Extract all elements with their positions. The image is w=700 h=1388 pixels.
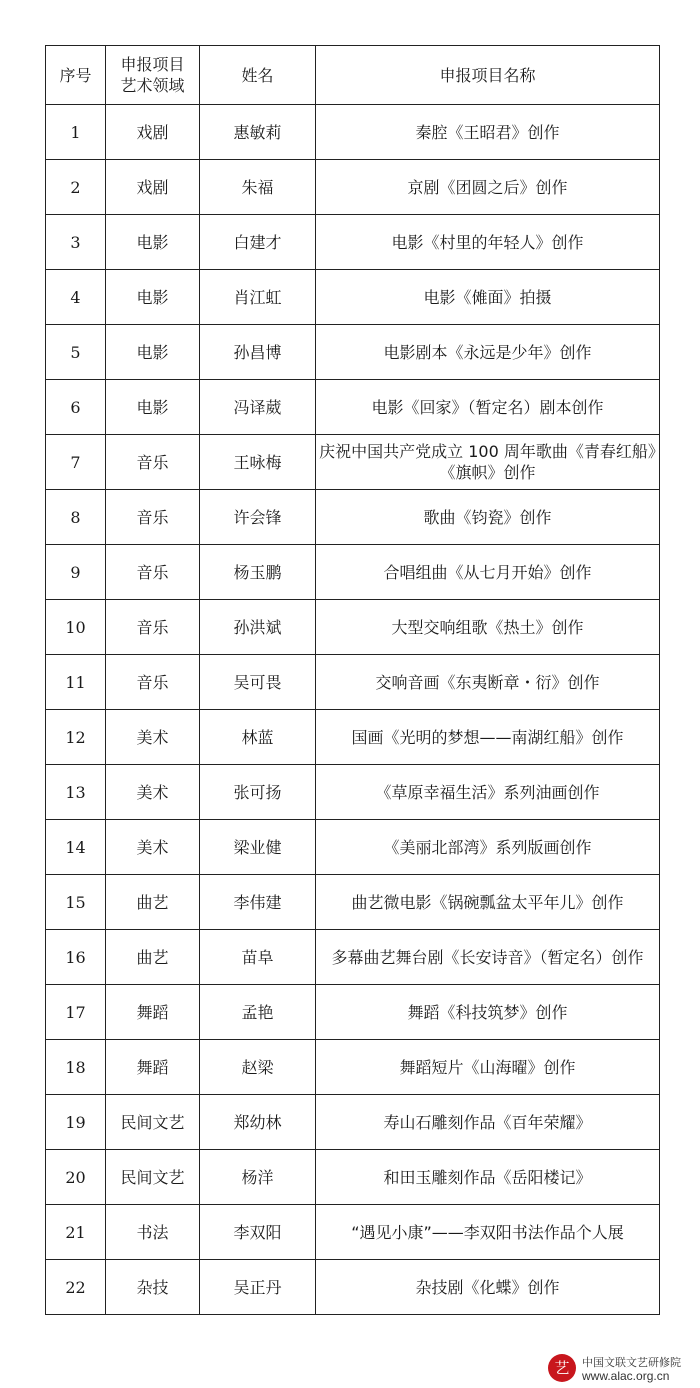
cell-index: 9 [46, 545, 106, 600]
cell-index: 17 [46, 985, 106, 1040]
cell-field: 电影 [106, 270, 200, 325]
header-field-line1: 申报项目 [120, 55, 185, 74]
cell-name: 王咏梅 [200, 435, 316, 490]
cell-index: 12 [46, 710, 106, 765]
cell-project: 寿山石雕刻作品《百年荣耀》 [316, 1095, 660, 1150]
header-index: 序号 [46, 46, 106, 105]
cell-field: 杂技 [106, 1260, 200, 1315]
cell-index: 16 [46, 930, 106, 985]
cell-index: 8 [46, 490, 106, 545]
cell-name: 冯译葳 [200, 380, 316, 435]
cell-field: 电影 [106, 325, 200, 380]
cell-field: 民间文艺 [106, 1150, 200, 1205]
cell-name: 梁业健 [200, 820, 316, 875]
cell-index: 22 [46, 1260, 106, 1315]
cell-name: 苗阜 [200, 930, 316, 985]
cell-name: 肖江虹 [200, 270, 316, 325]
cell-field: 美术 [106, 710, 200, 765]
watermark [548, 1352, 698, 1386]
org-url: www.alac.org.cn [582, 1369, 670, 1383]
cell-project: 《草原幸福生活》系列油画创作 [316, 765, 660, 820]
cell-project: 和田玉雕刻作品《岳阳楼记》 [316, 1150, 660, 1205]
cell-index: 5 [46, 325, 106, 380]
cell-name: 李伟建 [200, 875, 316, 930]
cell-index: 20 [46, 1150, 106, 1205]
table-row [46, 490, 660, 545]
cell-index: 11 [46, 655, 106, 710]
table-row [46, 435, 660, 490]
cell-field: 戏剧 [106, 160, 200, 215]
cell-index: 21 [46, 1205, 106, 1260]
cell-index: 3 [46, 215, 106, 270]
table-row [46, 325, 660, 380]
table-row [46, 1150, 660, 1205]
cell-field: 美术 [106, 820, 200, 875]
cell-index: 4 [46, 270, 106, 325]
cell-project: 杂技剧《化蝶》创作 [316, 1260, 660, 1315]
cell-field: 电影 [106, 380, 200, 435]
cell-project: 合唱组曲《从七月开始》创作 [316, 545, 660, 600]
cell-project: 国画《光明的梦想——南湖红船》创作 [316, 710, 660, 765]
cell-project: 庆祝中国共产党成立 100 周年歌曲《青春红船》《旗帜》创作 [316, 435, 660, 490]
cell-name: 李双阳 [200, 1205, 316, 1260]
cell-name: 孙昌博 [200, 325, 316, 380]
cell-project: 电影《傩面》拍摄 [316, 270, 660, 325]
cell-name: 杨玉鹏 [200, 545, 316, 600]
cell-project: 舞蹈《科技筑梦》创作 [316, 985, 660, 1040]
cell-name: 林蓝 [200, 710, 316, 765]
cell-project: 交响音画《东夷断章・衍》创作 [316, 655, 660, 710]
cell-index: 13 [46, 765, 106, 820]
cell-field: 舞蹈 [106, 985, 200, 1040]
cell-field: 音乐 [106, 600, 200, 655]
org-logo-icon: 艺 [548, 1354, 576, 1382]
cell-field: 美术 [106, 765, 200, 820]
cell-field: 民间文艺 [106, 1095, 200, 1150]
cell-field: 舞蹈 [106, 1040, 200, 1095]
table-row [46, 215, 660, 270]
table-row [46, 875, 660, 930]
cell-name: 吴正丹 [200, 1260, 316, 1315]
table-row [46, 655, 660, 710]
cell-field: 音乐 [106, 435, 200, 490]
cell-field: 曲艺 [106, 875, 200, 930]
cell-name: 赵梁 [200, 1040, 316, 1095]
org-name: 中国文联文艺研修院 [582, 1356, 681, 1369]
header-field-line2: 艺术领域 [120, 76, 185, 95]
table-row [46, 1205, 660, 1260]
cell-project: 电影剧本《永远是少年》创作 [316, 325, 660, 380]
cell-name: 吴可畏 [200, 655, 316, 710]
cell-name: 张可扬 [200, 765, 316, 820]
cell-project: 曲艺微电影《锅碗瓢盆太平年儿》创作 [316, 875, 660, 930]
cell-field: 音乐 [106, 655, 200, 710]
cell-index: 2 [46, 160, 106, 215]
table-row [46, 270, 660, 325]
cell-index: 7 [46, 435, 106, 490]
cell-name: 杨洋 [200, 1150, 316, 1205]
cell-name: 朱福 [200, 160, 316, 215]
table-row [46, 930, 660, 985]
table-row [46, 1260, 660, 1315]
table-row [46, 160, 660, 215]
cell-project: 多幕曲艺舞台剧《长安诗音》（暂定名）创作 [316, 930, 660, 985]
cell-index: 18 [46, 1040, 106, 1095]
cell-index: 14 [46, 820, 106, 875]
table-row [46, 380, 660, 435]
cell-index: 15 [46, 875, 106, 930]
cell-project: 舞蹈短片《山海曜》创作 [316, 1040, 660, 1095]
cell-field: 音乐 [106, 490, 200, 545]
header-name: 姓名 [200, 46, 316, 105]
cell-name: 郑幼林 [200, 1095, 316, 1150]
table-row [46, 820, 660, 875]
cell-index: 1 [46, 105, 106, 160]
table-row [46, 105, 660, 160]
table-row [46, 600, 660, 655]
table-row [46, 985, 660, 1040]
cell-project: 电影《回家》（暂定名）剧本创作 [316, 380, 660, 435]
cell-project: 大型交响组歌《热土》创作 [316, 600, 660, 655]
cell-index: 6 [46, 380, 106, 435]
cell-name: 孟艳 [200, 985, 316, 1040]
cell-project: 秦腔《王昭君》创作 [316, 105, 660, 160]
cell-project: 《美丽北部湾》系列版画创作 [316, 820, 660, 875]
header-project: 申报项目名称 [316, 46, 660, 105]
cell-project: 电影《村里的年轻人》创作 [316, 215, 660, 270]
cell-project: “遇见小康”——李双阳书法作品个人展 [316, 1205, 660, 1260]
cell-index: 10 [46, 600, 106, 655]
cell-field: 音乐 [106, 545, 200, 600]
cell-project: 京剧《团圆之后》创作 [316, 160, 660, 215]
cell-field: 电影 [106, 215, 200, 270]
cell-name: 孙洪斌 [200, 600, 316, 655]
cell-field: 曲艺 [106, 930, 200, 985]
cell-name: 惠敏莉 [200, 105, 316, 160]
table-row [46, 545, 660, 600]
cell-name: 白建才 [200, 215, 316, 270]
header-row [46, 46, 660, 105]
cell-field: 戏剧 [106, 105, 200, 160]
table-row [46, 710, 660, 765]
cell-name: 许会锋 [200, 490, 316, 545]
cell-project: 歌曲《钧瓷》创作 [316, 490, 660, 545]
table-row [46, 765, 660, 820]
cell-index: 19 [46, 1095, 106, 1150]
cell-field: 书法 [106, 1205, 200, 1260]
project-table [45, 45, 660, 1315]
table-row [46, 1095, 660, 1150]
header-field [106, 46, 200, 105]
table-row [46, 1040, 660, 1095]
